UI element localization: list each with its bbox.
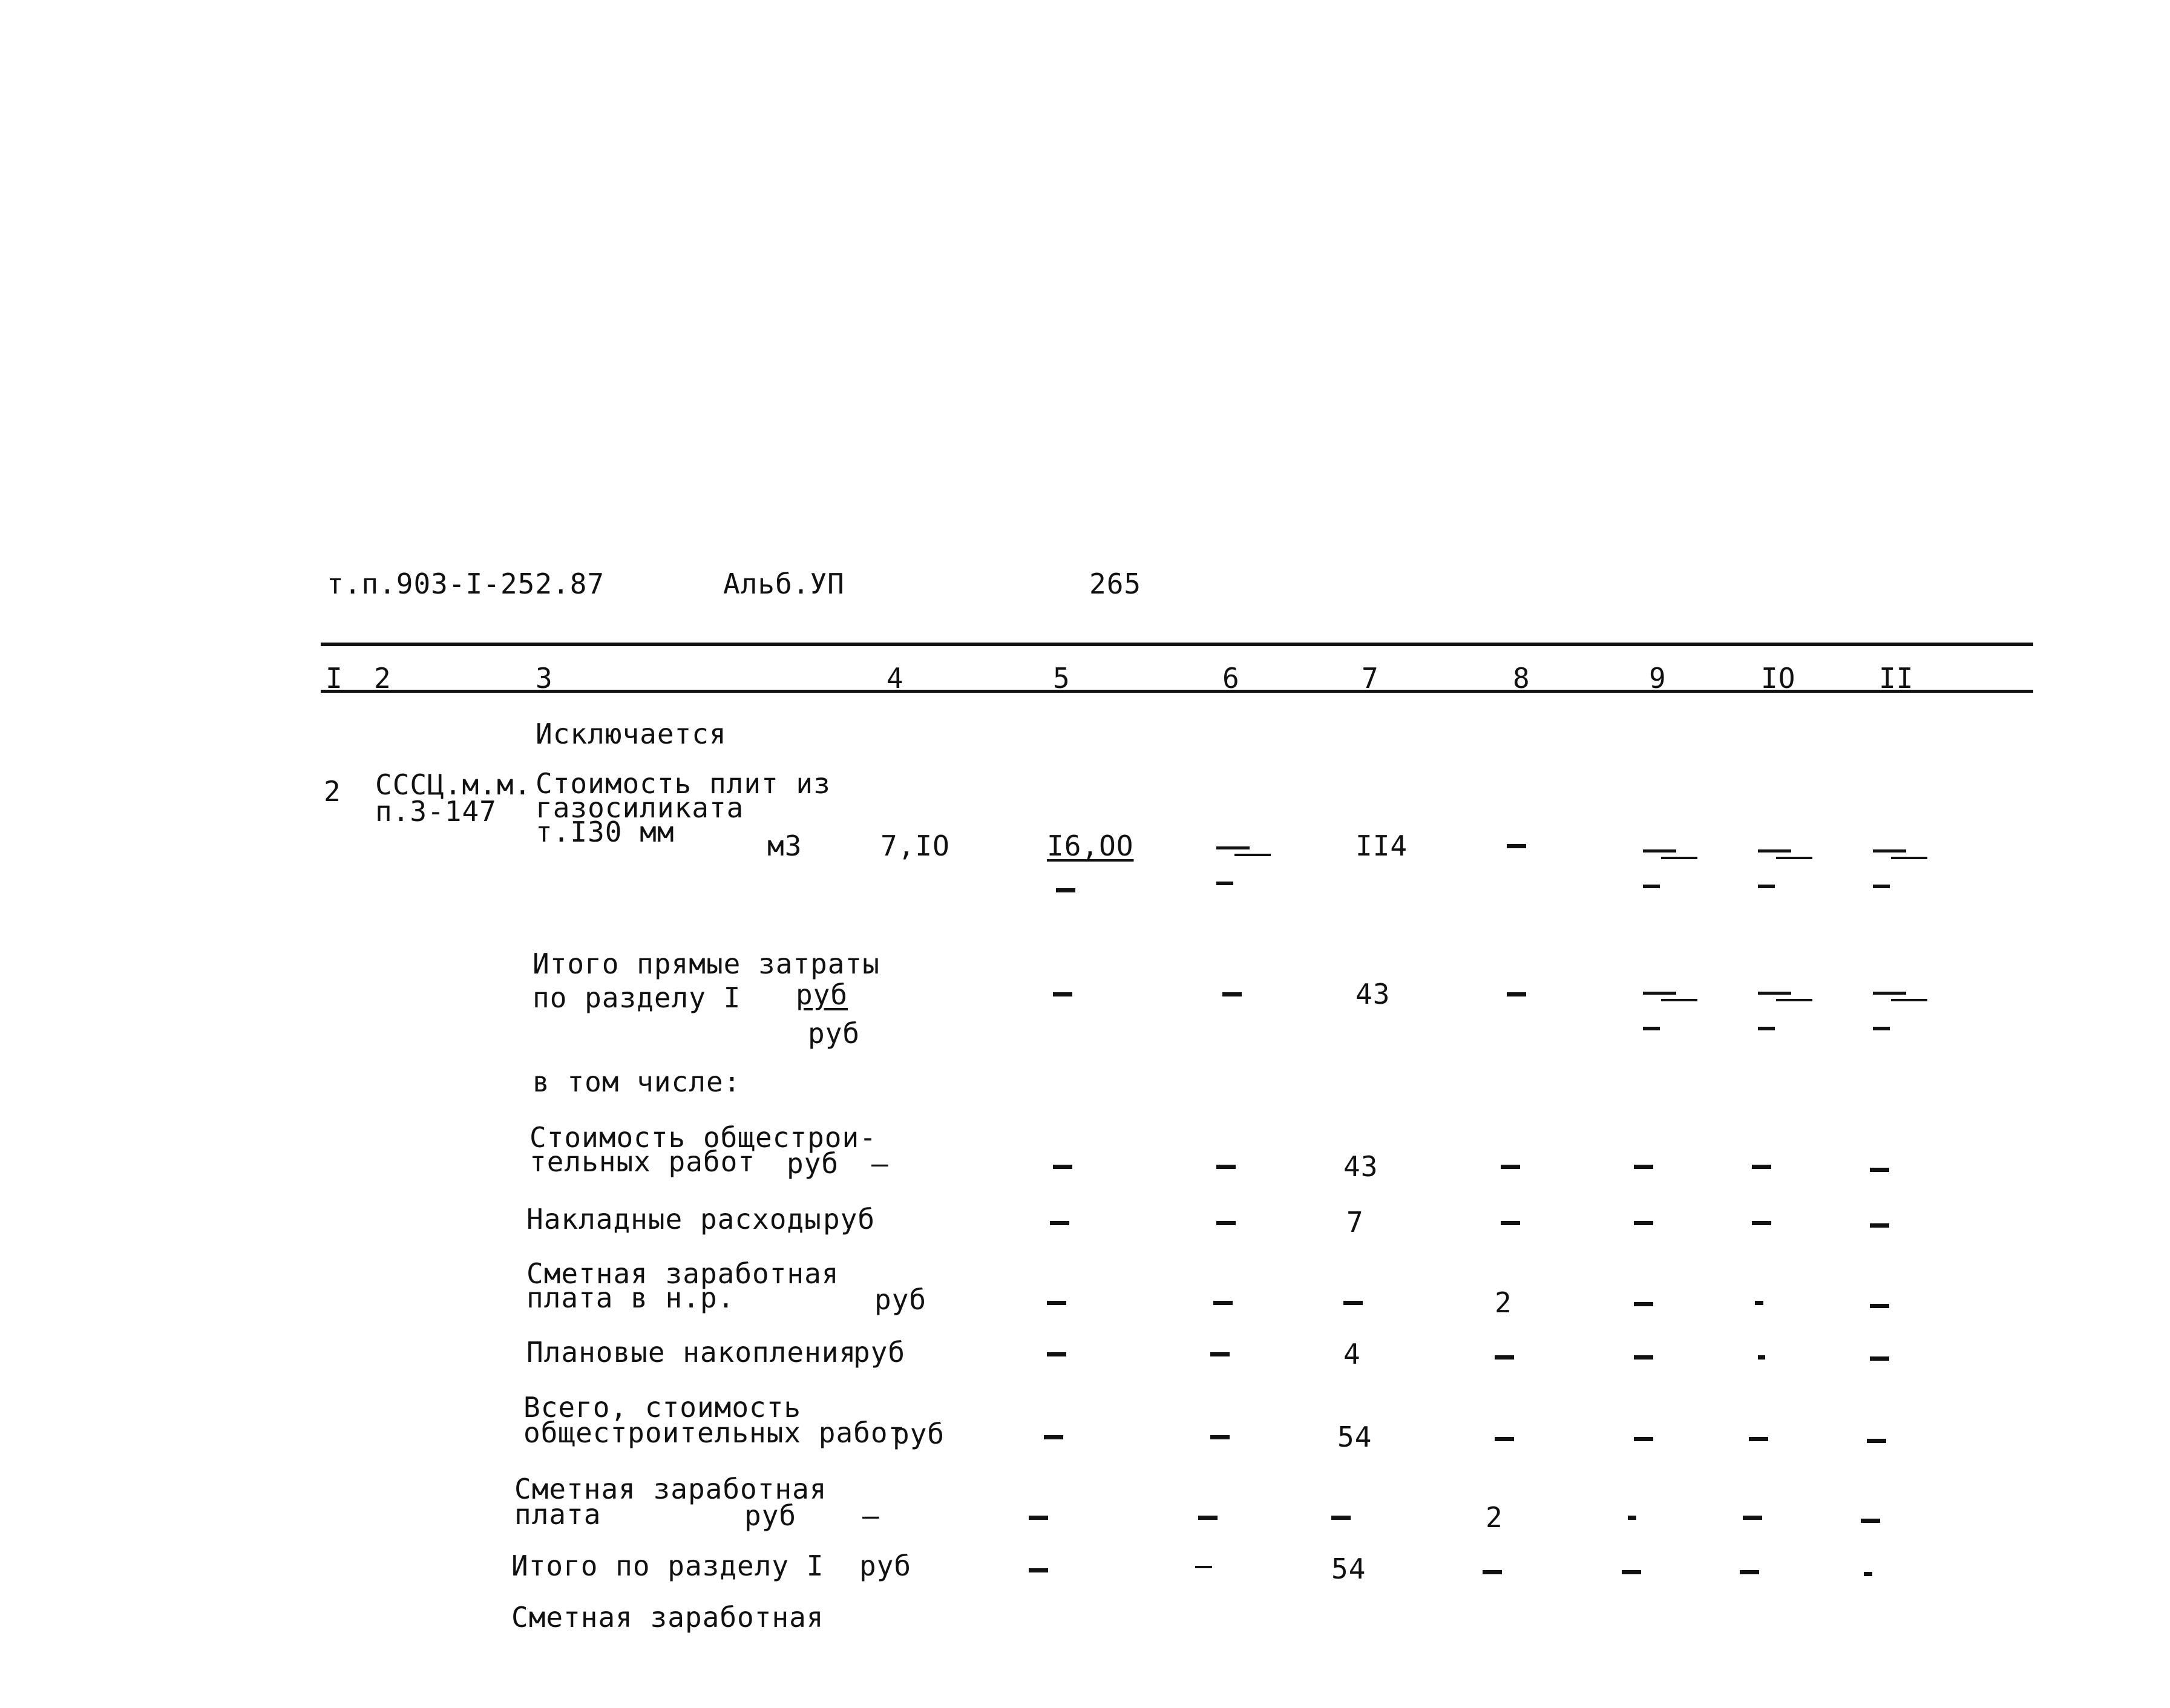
dash-mark xyxy=(1870,1356,1889,1361)
general-works-label: Стоимость общестрои- тельных работ xyxy=(529,1121,877,1178)
estimated-wage-label: Сметная заработная плата xyxy=(514,1473,827,1531)
item-total: II4 xyxy=(1355,829,1408,862)
planned-savings-label: Плановые накопления xyxy=(526,1336,857,1369)
direct-costs-total: 43 xyxy=(1355,978,1391,1010)
dash-mark xyxy=(1495,1437,1514,1441)
planned-savings-unit: руб xyxy=(853,1336,906,1369)
dash-mark xyxy=(1743,1516,1762,1520)
doc-code: т.п.903-I-252.87 xyxy=(327,568,605,600)
dash-mark xyxy=(1050,1221,1069,1225)
estimated-wage-unit: руб xyxy=(744,1499,797,1532)
planned-savings-total: 4 xyxy=(1343,1338,1361,1370)
dash-mark xyxy=(1056,888,1075,892)
item-number: 2 xyxy=(324,775,341,808)
general-works-col4: – xyxy=(871,1147,889,1180)
dash-mark xyxy=(1634,1437,1653,1441)
album-number: Альб.УП xyxy=(723,568,845,600)
dash-mark xyxy=(1870,1168,1889,1172)
dash-mark xyxy=(1870,1304,1889,1308)
column-header: 6 xyxy=(1222,662,1240,695)
dash-mark xyxy=(1861,1519,1880,1523)
column-header: 8 xyxy=(1513,662,1530,695)
section-total-total: 54 xyxy=(1331,1553,1366,1585)
including-label: в том числе: xyxy=(533,1065,741,1098)
dash-mark xyxy=(1622,1570,1641,1574)
wage-overhead-label: Сметная заработная плата в н.р. xyxy=(526,1257,839,1314)
section-total-unit: руб xyxy=(859,1549,912,1582)
dash-mark xyxy=(1507,992,1526,996)
dash-mark xyxy=(1634,1221,1653,1225)
dash-mark xyxy=(1029,1516,1048,1520)
split-dash-mark xyxy=(1643,841,1697,877)
wage-overhead-unit: руб xyxy=(874,1283,927,1316)
total-general-unit: руб xyxy=(893,1418,945,1450)
general-works-unit: руб xyxy=(787,1147,839,1180)
column-header: 4 xyxy=(887,662,904,695)
dash-mark xyxy=(1343,1301,1363,1305)
split-dash-mark xyxy=(1643,983,1697,1019)
page-number: 265 xyxy=(1089,568,1142,600)
item-quantity: 7,IO xyxy=(880,829,950,862)
table-top-rule xyxy=(321,643,2033,646)
item-source: СССЦ.м.м. п.3-147 xyxy=(375,768,532,828)
section-title: Исключается xyxy=(536,718,727,750)
direct-costs-unit-top: руб xyxy=(796,978,848,1011)
overhead-label: Накладные расходы xyxy=(526,1203,822,1235)
section-total-label: Итого по разделу I xyxy=(511,1549,824,1582)
item-unit: м3 xyxy=(767,829,802,862)
dash-mark xyxy=(1749,1437,1768,1441)
split-dash-mark xyxy=(1873,841,1927,877)
dash-mark xyxy=(1198,1516,1218,1520)
direct-costs-unit-bottom: руб xyxy=(808,1017,860,1050)
dash-mark xyxy=(1752,1165,1771,1169)
dash-mark xyxy=(1634,1302,1653,1306)
wage-overhead-col8: 2 xyxy=(1495,1286,1512,1319)
dash-mark xyxy=(1047,1301,1066,1305)
dash-mark xyxy=(1752,1221,1771,1225)
dash-mark xyxy=(1331,1516,1351,1520)
dash-mark xyxy=(1210,1352,1230,1356)
column-header: 5 xyxy=(1053,662,1070,695)
dash-mark xyxy=(1501,1165,1520,1169)
split-dash-mark xyxy=(1758,841,1812,877)
split-dash-mark xyxy=(1216,838,1271,874)
dash-mark xyxy=(1867,1439,1886,1443)
column-header: I xyxy=(326,662,343,695)
dash-mark xyxy=(1483,1570,1502,1574)
item-description: Стоимость плит из газосиликата т.I30 мм xyxy=(536,767,831,848)
dash-mark xyxy=(1634,1355,1653,1360)
dash-mark xyxy=(1029,1568,1048,1572)
estimated-wage-col8: 2 xyxy=(1486,1501,1503,1534)
estimated-wage-col4: – xyxy=(862,1499,880,1532)
dash-mark xyxy=(1870,1223,1889,1228)
column-header: IO xyxy=(1761,662,1796,695)
dash-mark xyxy=(1216,1165,1236,1169)
general-works-total: 43 xyxy=(1343,1150,1378,1183)
trailing-label: Сметная заработная xyxy=(511,1601,824,1634)
dash-mark xyxy=(1634,1165,1653,1169)
dash-mark xyxy=(1195,1566,1212,1568)
column-header: II xyxy=(1879,662,1914,695)
dash-mark xyxy=(1507,844,1526,848)
column-header: 3 xyxy=(536,662,553,695)
split-dash-mark xyxy=(1873,983,1927,1019)
dash-mark xyxy=(1213,1301,1233,1305)
overhead-total: 7 xyxy=(1346,1206,1364,1238)
item-unit-price: I6,OO xyxy=(1047,829,1134,862)
dash-mark xyxy=(1053,1165,1072,1169)
direct-costs-label: Итого прямые затраты по разделу I xyxy=(533,947,880,1014)
dash-mark xyxy=(1864,1572,1872,1576)
overhead-unit: руб xyxy=(823,1203,876,1235)
dash-mark xyxy=(1758,1355,1765,1360)
column-header: 9 xyxy=(1649,662,1667,695)
column-header: 2 xyxy=(374,662,392,695)
dash-mark xyxy=(1210,1435,1230,1439)
dash-mark xyxy=(1501,1221,1520,1225)
dash-mark xyxy=(1740,1570,1759,1574)
dash-mark xyxy=(1053,992,1072,996)
total-general-label: Всего, стоимость общестроительных работ xyxy=(523,1391,906,1449)
dash-mark xyxy=(1755,1301,1763,1305)
column-header: 7 xyxy=(1362,662,1379,695)
dash-mark xyxy=(1044,1435,1063,1439)
dash-mark xyxy=(1222,992,1242,996)
total-general-total: 54 xyxy=(1337,1421,1372,1453)
dash-mark xyxy=(1628,1516,1636,1520)
split-dash-mark xyxy=(1758,983,1812,1019)
dash-mark xyxy=(1495,1355,1514,1360)
dash-mark xyxy=(1047,1352,1066,1356)
dash-mark xyxy=(1216,1221,1236,1225)
